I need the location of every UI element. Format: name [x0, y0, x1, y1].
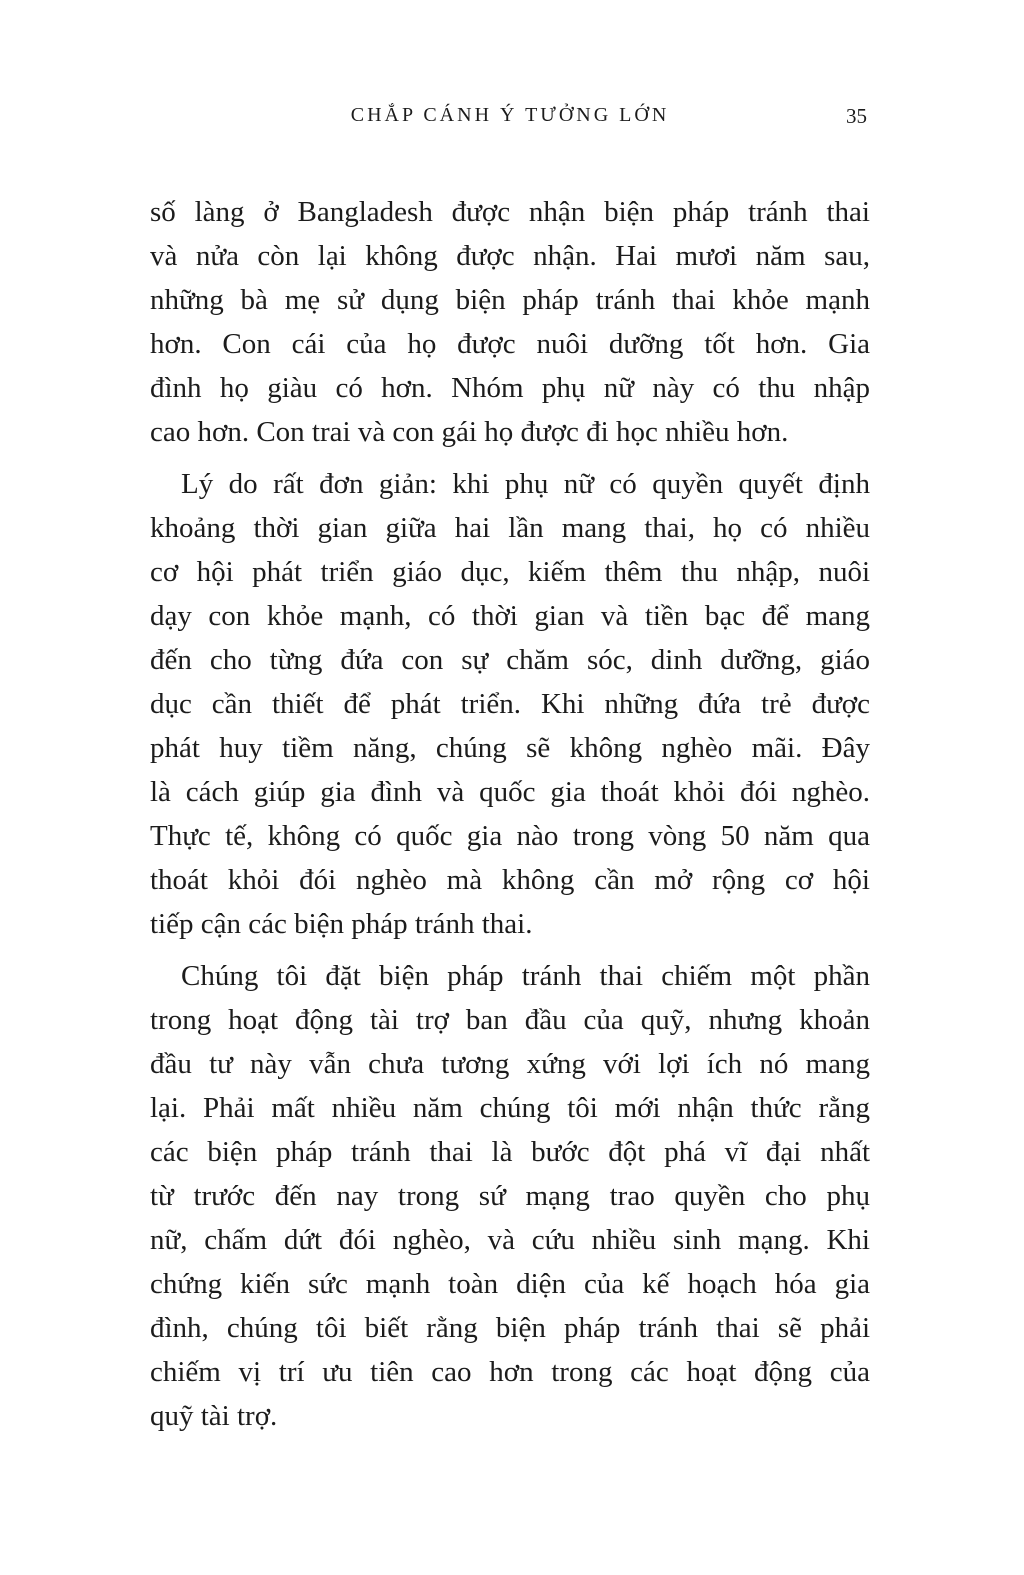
text-line: và nửa còn lại không được nhận. Hai mươi năm sau, [150, 240, 870, 272]
text-line: từ trước đến nay trong sứ mạng trao quyền cho phụ [150, 1180, 870, 1212]
text-line: chứng kiến sức mạnh toàn diện của kế hoạch hóa gia [150, 1268, 870, 1300]
text-line: cơ hội phát triển giáo dục, kiếm thêm thu nhập, nuôi [150, 556, 870, 588]
text-line: dục cần thiết để phát triển. Khi những đứa trẻ được [150, 688, 870, 720]
paragraph [150, 462, 870, 946]
text-line: quỹ tài trợ. [150, 1400, 278, 1432]
text-line: lại. Phải mất nhiều năm chúng tôi mới nhận thức rằng [150, 1092, 870, 1124]
text-line: đình họ giàu có hơn. Nhóm phụ nữ này có thu nhập [150, 372, 870, 404]
text-line: đầu tư này vẫn chưa tương xứng với lợi ích nó mang [150, 1048, 870, 1080]
text-line: số làng ở Bangladesh được nhận biện pháp tránh thai [150, 196, 870, 228]
text-line: Thực tế, không có quốc gia nào trong vòng 50 năm qua [150, 820, 870, 852]
paragraph [150, 954, 870, 1438]
text-line: đến cho từng đứa con sự chăm sóc, dinh dưỡng, giáo [150, 644, 870, 676]
running-title: CHẮP CÁNH Ý TƯỞNG LỚN [350, 104, 670, 126]
text-line: dạy con khỏe mạnh, có thời gian và tiền bạc để mang [150, 600, 870, 632]
paragraph [150, 190, 870, 454]
page-number: 35 [846, 104, 867, 128]
text-line: nữ, chấm dứt đói nghèo, và cứu nhiều sinh mạng. Khi [150, 1224, 870, 1256]
text-line: trong hoạt động tài trợ ban đầu của quỹ, nhưng khoản [150, 1004, 870, 1036]
text-line: cao hơn. Con trai và con gái họ được đi học nhiều hơn. [150, 416, 789, 448]
body-text [150, 190, 870, 1446]
text-line: Lý do rất đơn giản: khi phụ nữ có quyền quyết định [181, 468, 870, 500]
text-line: Chúng tôi đặt biện pháp tránh thai chiếm một phần [181, 960, 870, 992]
text-line: đình, chúng tôi biết rằng biện pháp tránh thai sẽ phải [150, 1312, 870, 1344]
text-line: là cách giúp gia đình và quốc gia thoát khỏi đói nghèo. [150, 776, 870, 808]
text-line: tiếp cận các biện pháp tránh thai. [150, 908, 533, 940]
text-line: chiếm vị trí ưu tiên cao hơn trong các hoạt động của [150, 1356, 870, 1388]
text-line: thoát khỏi đói nghèo mà không cần mở rộng cơ hội [150, 864, 870, 896]
text-line: phát huy tiềm năng, chúng sẽ không nghèo mãi. Đây [150, 732, 870, 764]
text-line: khoảng thời gian giữa hai lần mang thai, họ có nhiều [150, 512, 870, 544]
page-header [0, 104, 1024, 134]
text-line: những bà mẹ sử dụng biện pháp tránh thai khỏe mạnh [150, 284, 870, 316]
text-line: hơn. Con cái của họ được nuôi dưỡng tốt hơn. Gia [150, 328, 870, 360]
text-line: các biện pháp tránh thai là bước đột phá vĩ đại nhất [150, 1136, 870, 1168]
